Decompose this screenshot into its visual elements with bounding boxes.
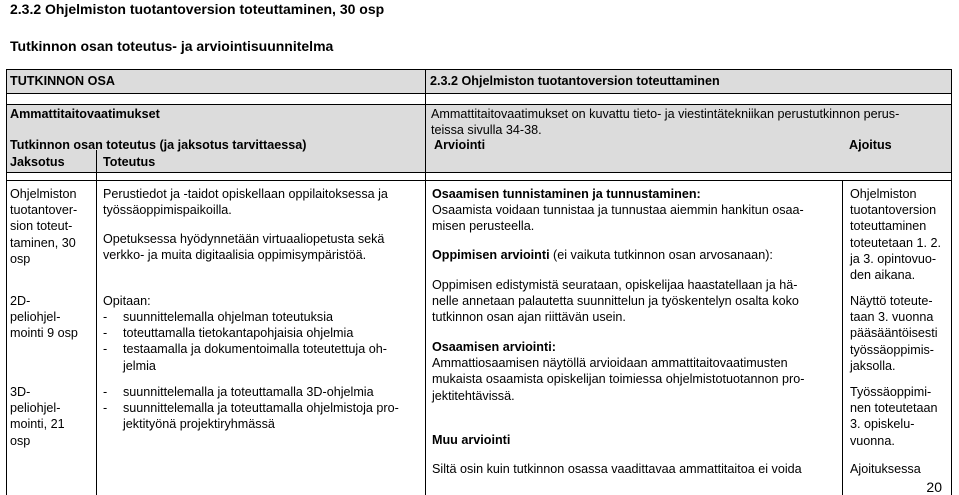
row-divider-2 [6,104,952,105]
list-item-text: suunnittelemalla ja toteuttamalla ohjelmistoja pro- [123,401,399,416]
line: sion toteut- [10,219,73,234]
list-dash: - [103,310,108,324]
tutkinnon-osa-label: TUTKINNON OSA [10,74,115,88]
plan-heading: Tutkinnon osan toteutus- ja arviointisuunnitelma [10,38,334,54]
ajoitus-header: Ajoitus [849,138,892,152]
table-border-right [951,69,952,495]
line: Oppimisen edistymistä seurataan, opiskelijaa haastatellaan ja hä- [432,278,798,292]
col-divider-jaksotus [96,150,97,495]
line: 2D- [10,294,31,308]
line: Ohjelmiston [10,187,77,201]
arviointi-section-3 [432,339,804,404]
list-dash: - [103,326,108,341]
toteutus-para-2 [103,231,384,263]
line: toteuttaminen [850,219,927,234]
row-divider-1 [6,93,952,94]
line: 3D- [10,385,31,399]
ajoitus-para-3 [850,384,938,449]
line: Ammattiosaamisen näytöllä arvioidaan ammattitaitovaatimusten [432,356,788,371]
row-divider-3 [6,172,952,173]
list-item-text: jektityönä projektiryhmässä [123,417,275,432]
line: peliohjel- [10,401,61,416]
line: tutkinnon osan ajan riittävän usein. [432,310,626,325]
line: verkko- ja muita digitaalisia oppimisympäristöä. [103,248,367,263]
arviointi-section-2-title [432,247,773,263]
line: 3. opiskelu- [850,417,915,432]
line: tuotantoversion [850,203,937,218]
toteutus-para-1 [103,186,388,218]
line: osp [10,251,31,266]
opitaan-label: Opitaan: [103,294,151,308]
toteutus-col-header: Toteutus [103,155,156,169]
line: Näyttö toteute- [850,294,933,308]
ammattitaitovaatimukset-label: Ammattitaitovaatimukset [10,107,160,121]
muu-arviointi-line: Siltä osin kuin tutkinnon osassa vaadittavaa ammattitaitoa ei voida [432,462,802,476]
ajoitus-para-1 [850,186,941,283]
jaksotus-header: Jaksotus [10,155,65,169]
line: misen perusteella. [432,219,535,234]
line: tuotantover- [10,203,78,218]
line: den aikana. [850,268,916,283]
section-heading: 2.3.2 Ohjelmiston tuotantoversion toteuttaminen, 30 osp [10,1,385,17]
jaksotus-block-2 [10,293,78,342]
section-title: Oppimisen arviointi [432,248,550,262]
arviointi-section-1 [432,186,804,235]
line: työssäoppimis- [850,342,934,357]
line: pääsääntöisesti [850,326,938,341]
section-title-rest: (ei vaikuta tutkinnon osan arvosanaan): [549,248,773,262]
ajoitus-para-4: Ajoituksessa [850,462,921,476]
line: jaksolla. [850,358,896,373]
line: jektitehtävissä. [432,388,515,403]
line: taan 3. vuonna [850,310,934,325]
line: peliohjel- [10,310,61,325]
line: työssäoppimispaikoilla. [103,203,232,218]
line: teissa sivulla 34-38. [431,123,542,138]
arviointi-section-2-body [432,277,799,326]
line: Perustiedot ja -taidot opiskellaan oppilaitoksessa ja [103,187,388,201]
line: taminen, 30 [10,235,76,250]
muu-arviointi-title: Muu arviointi [432,433,511,447]
table-border-top [6,69,952,70]
list-dash: - [103,342,108,357]
line: mointi, 21 [10,417,65,432]
line: Ohjelmiston [850,187,917,201]
list-item-text: testaamalla ja dokumentoimalla toteutettuja oh- [123,342,387,357]
line: mointi 9 osp [10,326,78,341]
line: toteutetaan 1. 2. [850,235,942,250]
list-item-text: suunnittelemalla ja toteuttamalla 3D-ohjelmia [123,385,374,399]
list-item-text: toteuttamalla tietokantapohjaisia ohjelmia [123,326,354,341]
table-border-left [6,69,7,495]
section-title: Osaamisen tunnistaminen ja tunnustaminen: [432,187,701,201]
opitaan-list-2 [103,384,399,433]
toteutus-header: Tutkinnon osan toteutus (ja jaksotus tarvittaessa) [10,138,307,152]
line: Osaamista voidaan tunnistaa ja tunnustaa aiemmin hankitun osaa- [432,203,804,218]
line: mukaista osaamista opiskelijan toimiessa ohjelmistotuotannon pro- [432,372,805,387]
ammattitaitovaatimukset-value [431,106,899,138]
list-item-text: suunnittelemalla ohjelman toteutuksia [123,310,334,324]
opitaan-list-1 [103,309,387,374]
line: nelle annetaan palautetta suunnittelun ja työskentelyn osalta koko [432,294,799,309]
list-dash: - [103,401,108,416]
tutkinnon-osa-value: 2.3.2 Ohjelmiston tuotantoversion toteuttaminen [430,74,720,88]
col-divider-main [425,69,426,495]
line: osp [10,433,31,448]
section-title: Osaamisen arviointi: [432,340,556,354]
line: ja 3. opintovuo- [850,251,937,266]
line: Opetuksessa hyödynnetään virtuaaliopetusta sekä [103,232,385,246]
line: nen toteutetaan [850,401,938,416]
col-divider-ajoitus [842,180,843,495]
jaksotus-block-1 [10,186,77,267]
list-item-text: jelmia [123,358,156,373]
line: Työssäoppimi- [850,385,932,399]
row-divider-4 [6,180,952,181]
line: vuonna. [850,433,895,448]
line: Ammattitaitovaatimukset on kuvattu tieto- ja viestintätekniikan perustutkinnon perus- [431,107,900,121]
ajoitus-para-2 [850,293,938,374]
page-number: 20 [926,479,942,495]
arviointi-header: Arviointi [434,138,486,152]
jaksotus-block-3 [10,384,65,449]
list-dash: - [103,385,108,399]
